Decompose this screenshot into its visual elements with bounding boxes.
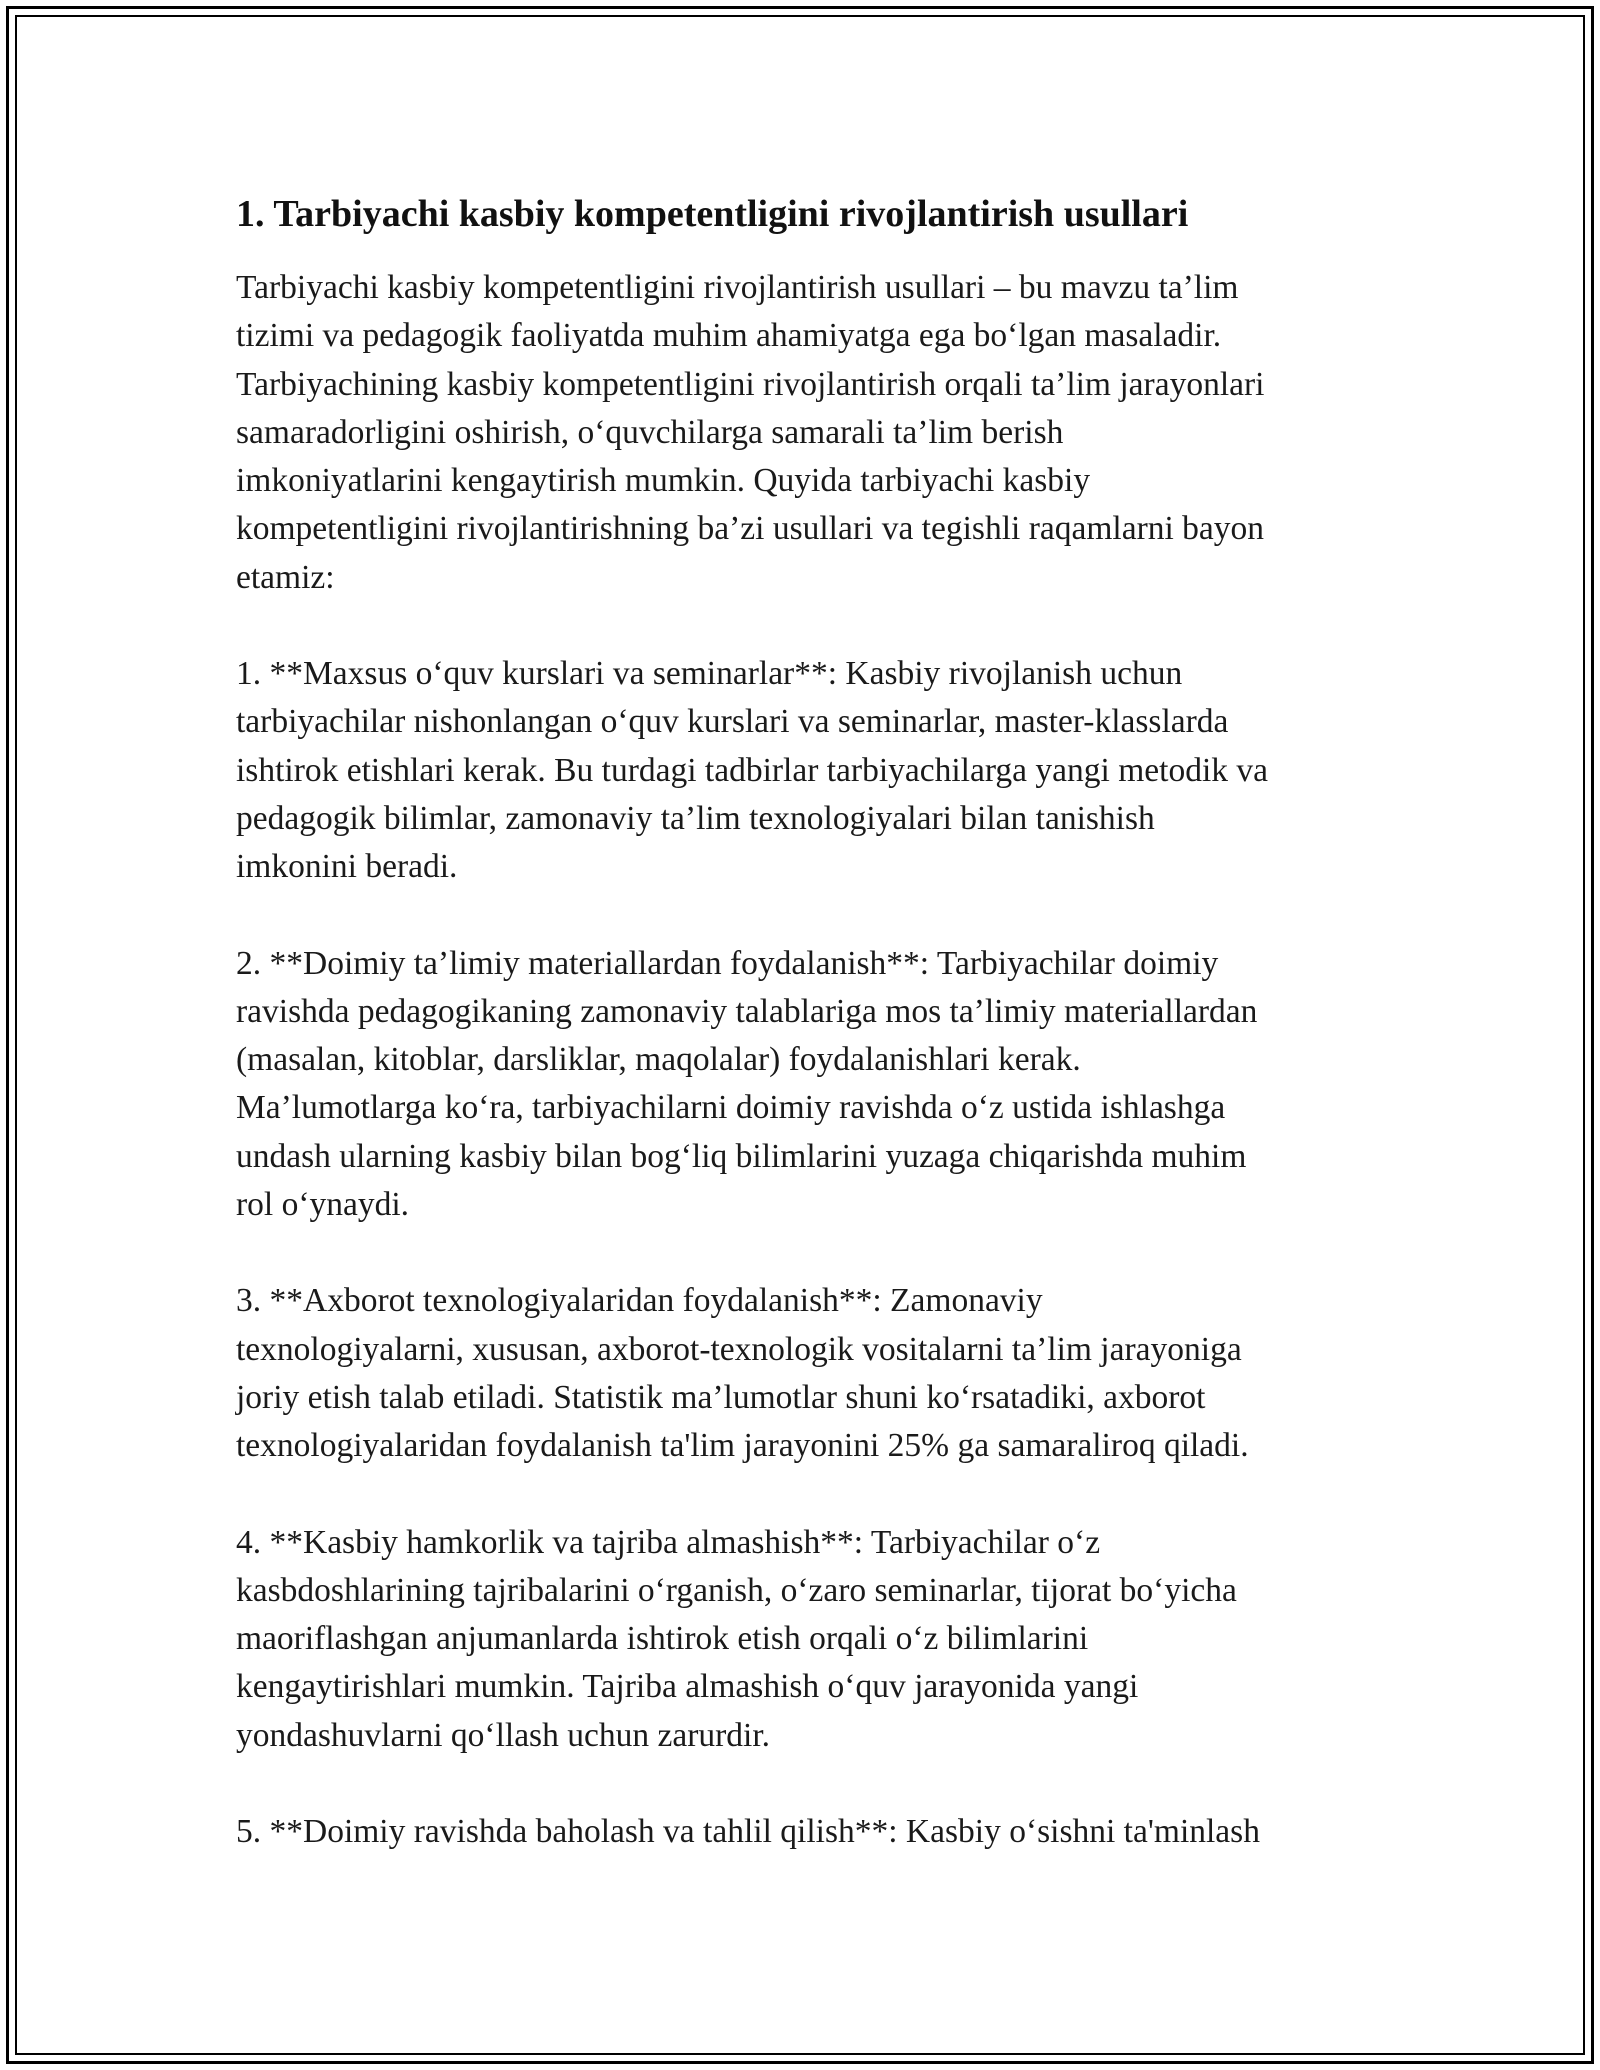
list-item-5: 5. **Doimiy ravishda baholash va tahlil qilish**: Kasbiy o‘sishni ta'minlash bbox=[236, 1813, 1260, 1851]
document-body bbox=[236, 186, 1406, 1904]
section-heading: 1. Tarbiyachi kasbiy kompetentligini rivojlantirish usullari bbox=[236, 193, 1189, 235]
list-item-2: 2. **Doimiy ta’limiy materiallardan foydalanish**: Tarbiyachilar doimiy ravishda pedagogikaning zamonaviy talablariga mos ta’limiy materiallardan (masalan, kitoblar, darsliklar, maqolalar) foydalanishlari kerak. Ma’lumotlarga ko‘ra, tarbiyachilarni doimiy ravishda o‘z ustida ishlashga undash ularning kasbiy bilan bog‘liq bilimlarini yuzaga chiqarishda muhim rol o‘ynaydi. bbox=[236, 944, 1258, 1224]
list-item-3: 3. **Axborot texnologiyalaridan foydalanish**: Zamonaviy texnologiyalarni, xususan, axborot-texnologik vositalarni ta’lim jarayoniga joriy etish talab etiladi. Statistik ma’lumotlar shuni ko‘rsatadiki, axborot texnologiyalaridan foydalanish ta'lim jarayonini 25% ga samaraliroq qiladi. bbox=[236, 1282, 1249, 1465]
list-item-4: 4. **Kasbiy hamkorlik va tajriba almashish**: Tarbiyachilar o‘z kasbdoshlarining tajribalarini o‘rganish, o‘zaro seminarlar, tijorat bo‘yicha maoriflashgan anjumanlarda ishtirok etish orqali o‘z bilimlarini kengaytirishlari mumkin. Tajriba almashish o‘quv jarayonida yangi yondashuvlarni qo‘llash uchun zarurdir. bbox=[236, 1523, 1237, 1754]
list-item-1: 1. **Maxsus o‘quv kurslari va seminarlar**: Kasbiy rivojlanish uchun tarbiyachilar nishonlangan o‘quv kurslari va seminarlar, master-klasslarda ishtirok etishlari kerak. Bu turdagi tadbirlar tarbiyachilarga yangi metodik va pedagogik bilimlar, zamonaviy ta’lim texnologiyalari bilan tanishish imkonini beradi. bbox=[236, 655, 1268, 886]
intro-paragraph: Tarbiyachi kasbiy kompetentligini rivojlantirish usullari – bu mavzu ta’lim tizimi va pedagogik faoliyatda muhim ahamiyatga ega bo‘lgan masaladir. Tarbiyachining kasbiy kompetentligini rivojlantirish orqali ta’lim jarayonlari samaradorligini oshirish, o‘quvchilarga samarali ta’lim berish imkoniyatlarini kengaytirish mumkin. Quyida tarbiyachi kasbiy kompetentligini rivojlantirishning ba’zi usullari va tegishli raqamlarni bayon etamiz: bbox=[236, 269, 1265, 596]
